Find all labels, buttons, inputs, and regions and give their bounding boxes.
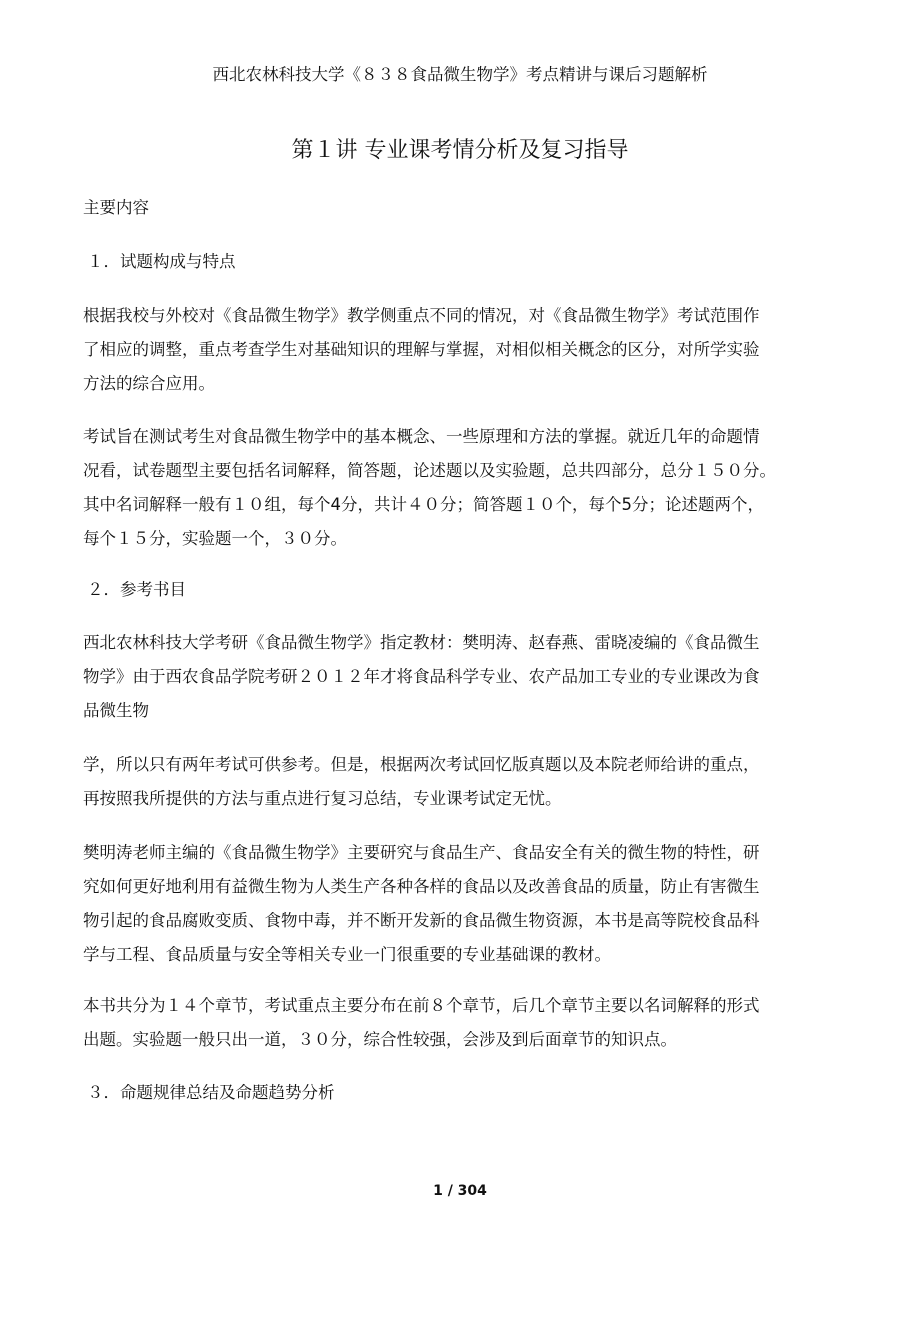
text-line: 再按照我所提供的方法与重点进行复习总结，专业课考试定无忧。 bbox=[83, 789, 562, 808]
text-line: 主要内容 bbox=[83, 198, 149, 217]
text-line: ３．命题规律总结及命题趋势分析 bbox=[87, 1083, 335, 1102]
text-line: 出题。实验题一般只出一道，３０分，综合性较强，会涉及到后面章节的知识点。 bbox=[83, 1030, 677, 1049]
text-line: 品微生物 bbox=[83, 701, 149, 720]
text-line: 究如何更好地利用有益微生物为人类生产各种各样的食品以及改善食品的质量，防止有害微生 bbox=[83, 877, 760, 896]
text-line: 了相应的调整，重点考查学生对基础知识的理解与掌握，对相似相关概念的区分，对所学实验 bbox=[83, 340, 760, 359]
text-line: 况看，试卷题型主要包括名词解释，简答题，论述题以及实验题，总共四部分，总分１５０分。 bbox=[83, 461, 776, 480]
text-line: 其中名词解释一般有１０组，每个4分，共计４０分；简答题１０个，每个5分；论述题两个， bbox=[83, 495, 764, 514]
page-number: 1 / 304 bbox=[433, 1183, 487, 1199]
text-line: ２．参考书目 bbox=[87, 580, 186, 599]
text-line: 本书共分为１４个章节，考试重点主要分布在前８个章节，后几个章节主要以名词解释的形式 bbox=[83, 996, 760, 1015]
text-line: 学与工程、食品质量与安全等相关专业一门很重要的专业基础课的教材。 bbox=[83, 945, 611, 964]
text-line: １．试题构成与特点 bbox=[87, 252, 236, 271]
text-line: 根据我校与外校对《食品微生物学》教学侧重点不同的情况，对《食品微生物学》考试范围作 bbox=[83, 306, 760, 325]
text-line: 樊明涛老师主编的《食品微生物学》主要研究与食品生产、食品安全有关的微生物的特性，研 bbox=[83, 843, 760, 862]
text-line: 物学》由于西农食品学院考研２０１２年才将食品科学专业、农产品加工专业的专业课改为食 bbox=[83, 667, 760, 686]
text-line: 考试旨在测试考生对食品微生物学中的基本概念、一些原理和方法的掌握。就近几年的命题情 bbox=[83, 427, 760, 446]
text-line: 学，所以只有两年考试可供参考。但是，根据两次考试回忆版真题以及本院老师给讲的重点， bbox=[83, 755, 760, 774]
text-line: 物引起的食品腐败变质、食物中毒，并不断开发新的食品微生物资源，本书是高等院校食品科 bbox=[83, 911, 760, 930]
text-line: 方法的综合应用。 bbox=[83, 374, 215, 393]
text-line: 每个１５分，实验题一个，３０分。 bbox=[83, 529, 347, 548]
text-line: 西北农林科技大学考研《食品微生物学》指定教材：樊明涛、赵春燕、雷晓凌编的《食品微生 bbox=[83, 633, 760, 652]
running-header: 西北农林科技大学《８３８食品微生物学》考点精讲与课后习题解析 bbox=[212, 65, 708, 84]
page-title: 第１讲 专业课考情分析及复习指导 bbox=[291, 138, 629, 163]
